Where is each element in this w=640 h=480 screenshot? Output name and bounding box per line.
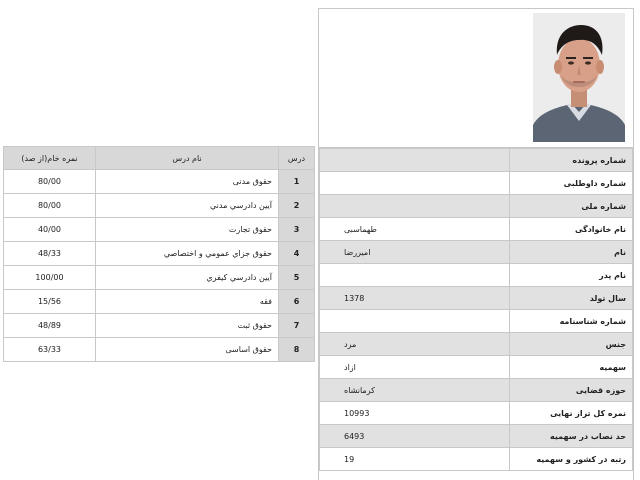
course-number: 1 — [279, 170, 315, 194]
info-label: رتبه در کشور و سهمیه — [510, 448, 633, 471]
info-value: 19 — [320, 448, 510, 471]
course-name: حقوق جزاي عمومي و اختصاصي — [96, 242, 279, 266]
info-label: شماره ملی — [510, 195, 633, 218]
course-name: حقوق مدنی — [96, 170, 279, 194]
header-course-name: نام درس — [96, 147, 279, 170]
info-label: نام — [510, 241, 633, 264]
info-row-final-score — [320, 402, 633, 425]
course-score: 48/33 — [4, 242, 96, 266]
info-row-national-id — [320, 195, 633, 218]
info-row-file-number — [320, 149, 633, 172]
course-number: 3 — [279, 218, 315, 242]
info-label: نام خانوادگی — [510, 218, 633, 241]
course-name: حقوق اساسی — [96, 338, 279, 362]
course-row — [4, 218, 315, 242]
info-label: جنس — [510, 333, 633, 356]
info-row-father-name — [320, 264, 633, 287]
info-value — [320, 149, 510, 172]
course-name: فقه — [96, 290, 279, 314]
course-score: 48/89 — [4, 314, 96, 338]
info-value — [320, 195, 510, 218]
course-row — [4, 242, 315, 266]
course-row — [4, 314, 315, 338]
info-label: سال تولد — [510, 287, 633, 310]
course-name: آيين دادرسي كيفري — [96, 266, 279, 290]
info-value: طهماسبی — [320, 218, 510, 241]
info-label: شماره پرونده — [510, 149, 633, 172]
info-row-last-name — [320, 218, 633, 241]
course-row — [4, 290, 315, 314]
info-row-quota-threshold — [320, 425, 633, 448]
info-value — [320, 310, 510, 333]
course-score: 40/00 — [4, 218, 96, 242]
info-label: شماره داوطلبی — [510, 172, 633, 195]
course-table-header — [4, 147, 315, 170]
course-name: حقوق تجارت — [96, 218, 279, 242]
course-number: 5 — [279, 266, 315, 290]
candidate-photo — [533, 13, 625, 142]
course-scores-table — [3, 146, 315, 362]
course-score: 80/00 — [4, 194, 96, 218]
course-score: 63/33 — [4, 338, 96, 362]
info-label: حوزه قضایی — [510, 379, 633, 402]
info-value: مرد — [320, 333, 510, 356]
course-row — [4, 338, 315, 362]
course-number: 6 — [279, 290, 315, 314]
info-row-id-number — [320, 310, 633, 333]
course-name: آيين دادرسي مدني — [96, 194, 279, 218]
course-row — [4, 266, 315, 290]
course-row — [4, 194, 315, 218]
candidate-info-table — [319, 148, 633, 471]
info-label: شماره شناسنامه — [510, 310, 633, 333]
info-value: 1378 — [320, 287, 510, 310]
info-value: 6493 — [320, 425, 510, 448]
course-score: 15/56 — [4, 290, 96, 314]
course-number: 2 — [279, 194, 315, 218]
info-label: نمره کل تراز نهایی — [510, 402, 633, 425]
info-row-birth-year — [320, 287, 633, 310]
info-row-quota — [320, 356, 633, 379]
info-value — [320, 264, 510, 287]
course-score: 100/00 — [4, 266, 96, 290]
info-value — [320, 172, 510, 195]
course-row — [4, 170, 315, 194]
info-row-rank — [320, 448, 633, 471]
info-value: کرمانشاه — [320, 379, 510, 402]
course-name: حقوق ثبت — [96, 314, 279, 338]
info-value: 10993 — [320, 402, 510, 425]
course-number: 8 — [279, 338, 315, 362]
info-row-candidate-number — [320, 172, 633, 195]
info-label: نام پدر — [510, 264, 633, 287]
course-score: 80/00 — [4, 170, 96, 194]
course-number: 7 — [279, 314, 315, 338]
course-number: 4 — [279, 242, 315, 266]
info-row-judicial-district — [320, 379, 633, 402]
info-label: سهمیه — [510, 356, 633, 379]
info-value: ازاد — [320, 356, 510, 379]
header-course-number: درس — [279, 147, 315, 170]
info-value: امیررضا — [320, 241, 510, 264]
info-label: حد نصاب در سهمیه — [510, 425, 633, 448]
header-raw-score: نمره خام(از صد) — [4, 147, 96, 170]
info-row-first-name — [320, 241, 633, 264]
photo-area — [319, 9, 633, 148]
candidate-info-panel — [318, 8, 634, 480]
person-portrait-icon — [533, 13, 625, 142]
info-row-gender — [320, 333, 633, 356]
